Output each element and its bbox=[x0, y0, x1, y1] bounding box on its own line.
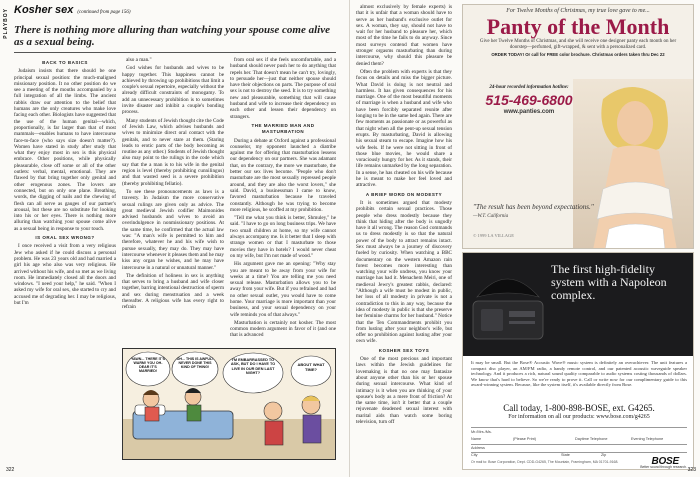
bose-logo: BOSE bbox=[651, 456, 679, 467]
paragraph: I once received a visit from a very religious Jew who asked if he could discuss a personal problem. He was 23 years old and had married a girl his age who also was very religious. He arrived without his wife, and so met as we living room. He immediately closed all the doors and windows. "I need your help," he said. "When I asked my wife for oral sex, she started to cry and accused me of degrading her. I may be religious, but I'm bbox=[14, 243, 116, 306]
form-label: Mr./Mrs./Ms. bbox=[471, 430, 492, 434]
ad-call-to-action: Call today, 1-800-898-BOSE, ext. G4265. bbox=[503, 403, 655, 413]
paragraph: One of the most precious and important laws within the Jewish guidelines for lovemaking is that no one may fantasize about anyone other than his or her spouse during sexual intercourse. What kind of intimacy is it when you are thinking of your spouse's body as a mere front of friction? At the same time, isn't it better that a couple rejuvenate deadened sexual interest with marital aids than watch some boring television, turn off bbox=[356, 356, 452, 425]
paragraph: During a debate at Oxford against a professional counselor, my opponent launched a diatribe against me for offering that masturbation lessens our dependency on our partners. She was adamant that, on the contrary, the more we masturbate, the better our sex lives become. "People who don't masturbate are the most sexually repressed people around, and they are also the worst lovers," she said. David, a businessman I came to know, favored masturbation because he traveled constantly. Although he was trying to become more religious, he scoffed at my prohibition. bbox=[230, 137, 336, 213]
form-label: (Please Print) bbox=[513, 437, 537, 441]
page-number: 323 bbox=[687, 467, 696, 473]
paragraph: Judaism insists that there should be one principal sexual position: the much-maligned missionary position. It no other position do we see a meeting of the mouths accompanied by a full integration of all the limbs. The ancient rabbis draw our attention to the belief that humans are the only creatures who make love facing each other. Biologists have suggested that the use of the human genital—which, proportionally, is far larger than that of most mammals—enables humans to have intercourse face-to-face (who says size doesn't matter?). Women have stated in study after study that what they enjoy most in sex is this physical embrace. Other positions, while physically pleasurable, close off some or all of the other outlets: verbal, mental, emotional. They are flawed by that bring together only genital and other erogenous zones. The lovers are connected, but on only one plane. Breathing, words, the digging of nails and the chewing of flesh can all serve as gauges of our partner's arousal, but these are no substitute for looking into his or her eyes. There is nothing more alluring than watching your spouse come alive as a sexual being in response to your touch. bbox=[14, 68, 116, 232]
ad-hotline-label: 24-hour recorded information hotline: bbox=[489, 85, 569, 90]
form-label: Zip bbox=[601, 453, 607, 457]
ad-headline: The first high-fidelity system with a Napoleon complex. bbox=[551, 262, 667, 302]
form-label: State bbox=[561, 453, 570, 457]
form-line[interactable] bbox=[471, 444, 687, 445]
paragraph: His argument gave me an opening: "Why stay you are meant to be away from your wife for weeks at a time? You are telling me you need sexual release. Masturbation allows you to be away from your wife. But if you refrained and had no other sexual outlet, you would have to come home. Your marriage is more important than your business, and your sexual dependency on your wife reminds you of that always." bbox=[230, 261, 336, 318]
cartoon-art bbox=[123, 349, 336, 460]
paragraph: The definition of holiness in sex is anything that serves to bring a husband and wife closer together, barring intentional destruction of sperm and sex during menstruation and a week thereafter. A religious wife has every right to refrain bbox=[122, 272, 224, 311]
ad-tagline: For Twelve Months of Christmas, my true love gave to me... bbox=[506, 8, 650, 14]
column-title: Kosher sex bbox=[14, 4, 74, 16]
paragraph: Often the problem with experts is that they focus on details and miss the bigger picture. What David is doing is not neutral and harmless. It has given consequences for his marriage. One of the most beautiful moments of marriage is when a husband and wife who have been forcibly separated reunite after longing to be in the same bed again. There are few moments as passionate or as powerful as that night when all the pent-up sexual tension erupts. By masturbating, David is allowing his sexual steam to escape. Imagine how his wife feels. If he were not sitting in front of those blue movies, he would share a voraciously hungry for her. As it stands, their life remains unmarked by the long separation. In a sense, he has cheated on his wife because he is meant to make her feel loved and attractive. bbox=[356, 68, 452, 189]
ad-body: It may be small. But the Bose® Acoustic Wave® music system is definitely an overachiever. The unit features a compact disc player, an AM/FM radio, a handy remote control, and our patented acoustic waveguide speaker technology. And it produces a rich, natural sound quality comparable to audio systems costing thousands of dollars. We know that's hard to believe. So we're ready to prove it. Call or write now for our complimentary guide to this award-winning system. Because, like the system itself, it's available directly from Bose. bbox=[471, 360, 687, 388]
paragraph: To see these pronouncements as laws is a travesty. In Judaism the more conservative sexual rulings are given only as advice. The great medieval Jewish codifier Maimonides advised husbands and wives to avoid an overindulgence in nonmissionary positions. At the same time, he confirmed that the actual law was: "A man's wife is permitted to him and therefore, whatever he and his wife wish to pursue sexually, they may do. They may have intercourse whenever it pleases them and he may kiss any organ he wishes, and he may have intercourse in a natural or unnatural manner." bbox=[122, 188, 224, 271]
section-heading: IS ORAL SEX WRONG? bbox=[35, 235, 95, 241]
page-number: 322 bbox=[6, 467, 15, 473]
pull-quote: There is nothing more alluring than watching your spouse come alive as a sexual being. bbox=[14, 24, 330, 48]
order-form bbox=[471, 427, 687, 457]
paragraph: from oral sex if she feels uncomfortable, and a husband should never push her to do anything that repels her. That doesn't mean he can't try, lovingly, to persuade her—just that neither spouse should have their objections on parts. The purpose of oral sex is not to destroy the seed. It is to try something new and pleasurable, something that will cause husband and wife to increase their dependency on each other and lessen their dependency on strangers. bbox=[230, 57, 336, 120]
divider bbox=[14, 52, 336, 53]
form-label: Daytime Telephone bbox=[575, 437, 608, 441]
bose-tagline: Better sound through research. bbox=[640, 465, 687, 469]
panty-of-the-month-ad bbox=[462, 4, 694, 249]
ad-order-line: ORDER TODAY! Or call for FREE color brochure. Christmas orders taken thru Dec 22 bbox=[491, 52, 665, 57]
form-line[interactable] bbox=[471, 452, 687, 453]
speech-bubble-2: OH... THIS IS AWFUL! NEVER DONE THIS KIND OF THING! bbox=[176, 357, 214, 369]
paragraph: also a man." bbox=[126, 57, 152, 63]
paragraph: It is sometimes argued that modesty prohibits certain sexual practices. Those people who dress modestly because they think that hiding after the body is ungodly have it all wrong. The reason God commands us to dress modestly is so that the natural power of the body to attract remains intact. Sex must always be a journey of discovery fueled by curiosity. When watching a BBC documentary on the western Amazon rain forest becomes more interesting than watching your wife undress, you know your marriage has had it. Menachem Meiri, one of medieval Jewry's greatest rabbis, declared: "Although a wife must be modest in public, her loss of all modesty in private is not a contradiction to this in any way, because the idea of modesty in public is that she preserve her feminine charms for her husband." Notice that the Ten Commandments prohibit you from lusting after your neighbor's wife, but offer no prohibition against lusting after your own wife. bbox=[356, 199, 452, 345]
ad-description: Give her Twelve Months of Christmas, and she will receive one designer panty each month on her doorstep—perfumed, gift-wrapped, & sent with a personalized card. bbox=[479, 39, 677, 50]
testimonial bbox=[473, 203, 594, 221]
continued-note: (continued from page 156) bbox=[77, 10, 131, 15]
section-heading: BACK TO BASICS bbox=[42, 60, 88, 65]
ad-hero-image bbox=[463, 253, 694, 356]
model-photo bbox=[573, 79, 694, 249]
article-header bbox=[14, 4, 131, 16]
speech-bubble-3: I'M EMBARRASSED TO ASK, BUT DO I HAVE TO LIVE IN OUR DEN LAST NIGHT? bbox=[230, 358, 276, 376]
ad-phone-number: 515-469-6800 bbox=[485, 92, 573, 108]
article-column-4 bbox=[356, 4, 452, 470]
paragraph: God wishes for husbands and wives to be happy together. This happiness cannot be achieved by throwing up prohibitions that limit a couple's sexual repertoire, especially without the already difficult constraints of monogamy. To add an unnecessary prohibition is to sometimes invite disaster and inhibit a couple's bonding process. bbox=[122, 65, 224, 116]
bose-ad bbox=[462, 252, 694, 470]
form-label: Name bbox=[471, 437, 482, 441]
section-heading: THE MARRIED MAN AND MASTURBATION bbox=[251, 122, 315, 135]
paragraph: "Tell me what you think is better, Shmuley," he said. "I have to go on long business trips. We have two small children at home, so my wife cannot always accompany me. Is it better that I sleep with strange women or that I masturbate to those movies they have in hotels? I would never cheat on my wife, but I'm not made of wood." bbox=[230, 215, 336, 259]
form-label: City bbox=[471, 453, 478, 457]
ad-website-line: For information on all our products: www.bose.com/g4265 bbox=[508, 414, 650, 420]
form-label: Address bbox=[471, 446, 485, 450]
article-column-3 bbox=[230, 57, 336, 343]
speech-bubble-1: YAWN... THERE IT'S WARM! YOU OH-DEAR IT'S MARRIED! bbox=[130, 357, 166, 373]
ad-website: www.panties.com bbox=[503, 109, 555, 115]
testimonial-quote: "The result has been beyond expectations." bbox=[473, 203, 594, 211]
ad-title: Panty of the Month bbox=[486, 14, 670, 39]
paragraph: Many students of Jewish thought cite the Code of Jewish Law, which advises husbands and wives to minimize direct oral contact with the genitals, and to never stare at them. (Staring leads to erotic parts of the body becoming as routine as any other.) Students of Jewish thought also may point to the rulings in the code which say that the a man is to his wife in the genital region is level (thereby prohibiting cunnilingus) and that wasted seed is a severe prohibition (thereby prohibiting fellatio). bbox=[122, 117, 224, 187]
article-column-2 bbox=[122, 57, 224, 343]
paragraph: almost exclusively by female experts) is that it is unfair that a woman should have to serve as her husband's exclusive outlet for sex. A woman, they say, should not have to wait for her husband to pleasure her, which most of the time he fails to do anyway. Since most surveys contend that women have stronger orgasms masturbating than during intercourse, why should this pleasure be denied them? bbox=[356, 4, 452, 67]
article-column-1 bbox=[14, 57, 116, 404]
cartoon-illustration bbox=[122, 348, 336, 460]
ad-credit: © 1999 LA VILLAGE bbox=[473, 233, 514, 238]
magazine-side-label: PLAYBOY bbox=[3, 8, 9, 39]
form-label: Evening Telephone bbox=[631, 437, 664, 441]
testimonial-author: —W.T. California bbox=[473, 214, 509, 219]
mailing-address: Or mail to: Bose Corporation, Dept. CDD-G4265, The Mountain, Framingham, MA 01701-9168. bbox=[471, 460, 619, 464]
right-page bbox=[350, 0, 700, 477]
speech-bubble-4: ABOUT WHAT TIME? bbox=[297, 363, 325, 372]
section-heading: KOSHER SEX TOYS bbox=[378, 347, 430, 353]
section-heading: A BRIEF WORD ON MODESTY bbox=[365, 191, 443, 197]
paragraph: Masturbation is certainly not kosher. The most common modern argument in favor of it (and one that is advanced bbox=[230, 319, 336, 339]
